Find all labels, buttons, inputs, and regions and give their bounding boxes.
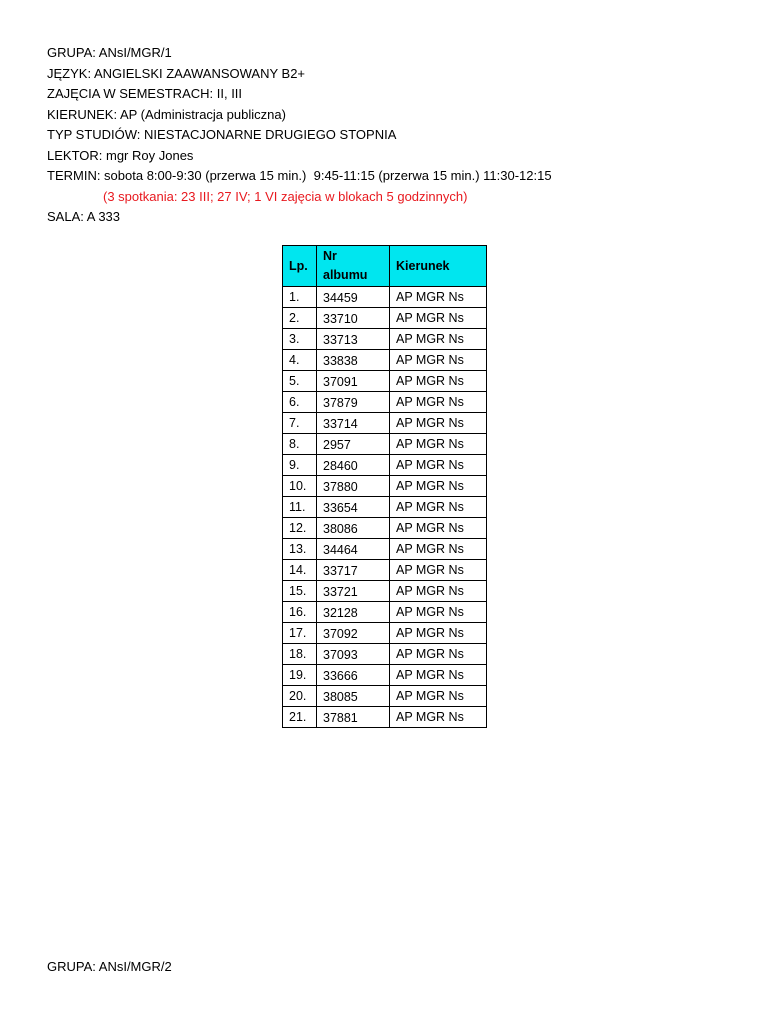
table-row (283, 371, 487, 392)
table-row (283, 623, 487, 644)
cell-album-number: 33721 (317, 581, 390, 602)
cell-lp: 17. (283, 623, 317, 644)
group-label: GRUPA: ANsI/MGR/1 (47, 45, 172, 60)
cell-direction: AP MGR Ns (390, 329, 487, 350)
table-row (283, 518, 487, 539)
cell-lp: 10. (283, 476, 317, 497)
cell-direction: AP MGR Ns (390, 707, 487, 728)
cell-lp: 7. (283, 413, 317, 434)
cell-album-number: 2957 (317, 434, 390, 455)
table-row (283, 455, 487, 476)
header-direction: Kierunek (390, 246, 487, 287)
cell-direction: AP MGR Ns (390, 371, 487, 392)
table-row (283, 539, 487, 560)
cell-lp: 15. (283, 581, 317, 602)
cell-album-number: 33654 (317, 497, 390, 518)
schedule-note: (3 spotkania: 23 III; 27 IV; 1 VI zajęcia w blokach 5 godzinnych) (103, 188, 468, 204)
cell-album-number: 33710 (317, 308, 390, 329)
cell-lp: 4. (283, 350, 317, 371)
student-table (282, 245, 487, 728)
cell-lp: 11. (283, 497, 317, 518)
cell-lp: 8. (283, 434, 317, 455)
table-body (283, 287, 487, 728)
table-row (283, 392, 487, 413)
cell-album-number: 37092 (317, 623, 390, 644)
cell-album-number: 37093 (317, 644, 390, 665)
cell-direction: AP MGR Ns (390, 413, 487, 434)
cell-direction: AP MGR Ns (390, 497, 487, 518)
group-2-title: GRUPA: ANsI/MGR/2 (47, 959, 172, 974)
group-1-header (47, 43, 552, 228)
cell-direction: AP MGR Ns (390, 686, 487, 707)
cell-album-number: 33717 (317, 560, 390, 581)
language-label: JĘZYK: ANGIELSKI ZAAWANSOWANY B2+ (47, 65, 306, 81)
study-type-label: TYP STUDIÓW: NIESTACJONARNE DRUGIEGO STOPNIA (47, 127, 397, 142)
cell-direction: AP MGR Ns (390, 644, 487, 665)
table-row (283, 434, 487, 455)
cell-direction: AP MGR Ns (390, 602, 487, 623)
table-row (283, 350, 487, 371)
cell-album-number: 38086 (317, 518, 390, 539)
cell-lp: 9. (283, 455, 317, 476)
cell-album-number: 37880 (317, 476, 390, 497)
cell-lp: 5. (283, 371, 317, 392)
table-header-row (283, 246, 487, 287)
cell-lp: 21. (283, 707, 317, 728)
cell-album-number: 38085 (317, 686, 390, 707)
cell-direction: AP MGR Ns (390, 287, 487, 308)
cell-direction: AP MGR Ns (390, 455, 487, 476)
cell-lp: 3. (283, 329, 317, 350)
cell-album-number: 37881 (317, 707, 390, 728)
room-label: SALA: A 333 (47, 209, 121, 224)
cell-album-number: 37879 (317, 392, 390, 413)
schedule-label: TERMIN: sobota 8:00-9:30 (przerwa 15 min.) 9:45-11:15 (przerwa 15 min.) 11:30-12:15 (47, 168, 552, 183)
cell-direction: AP MGR Ns (390, 581, 487, 602)
cell-album-number: 32128 (317, 602, 390, 623)
cell-lp: 20. (283, 686, 317, 707)
cell-lp: 18. (283, 644, 317, 665)
cell-direction: AP MGR Ns (390, 476, 487, 497)
cell-lp: 1. (283, 287, 317, 308)
table-row (283, 497, 487, 518)
table-row (283, 707, 487, 728)
table-row (283, 602, 487, 623)
cell-direction: AP MGR Ns (390, 665, 487, 686)
cell-lp: 12. (283, 518, 317, 539)
table-row (283, 476, 487, 497)
cell-direction: AP MGR Ns (390, 623, 487, 644)
cell-lp: 13. (283, 539, 317, 560)
header-lp: Lp. (283, 246, 317, 287)
cell-album-number: 37091 (317, 371, 390, 392)
header-album-number: Nr albumu (317, 246, 390, 287)
cell-album-number: 33838 (317, 350, 390, 371)
cell-lp: 2. (283, 308, 317, 329)
table-row (283, 287, 487, 308)
cell-direction: AP MGR Ns (390, 560, 487, 581)
table-row (283, 644, 487, 665)
table-row (283, 686, 487, 707)
cell-direction: AP MGR Ns (390, 518, 487, 539)
table-row (283, 665, 487, 686)
cell-album-number: 33666 (317, 665, 390, 686)
lecturer-label: LEKTOR: mgr Roy Jones (47, 147, 194, 163)
table-row (283, 581, 487, 602)
table-row (283, 329, 487, 350)
cell-direction: AP MGR Ns (390, 392, 487, 413)
cell-lp: 19. (283, 665, 317, 686)
cell-album-number: 33713 (317, 329, 390, 350)
cell-direction: AP MGR Ns (390, 308, 487, 329)
semesters-label: ZAJĘCIA W SEMESTRACH: II, III (47, 86, 243, 101)
cell-lp: 14. (283, 560, 317, 581)
table-row (283, 413, 487, 434)
direction-label: KIERUNEK: AP (Administracja publiczna) (47, 106, 286, 122)
cell-album-number: 34464 (317, 539, 390, 560)
cell-album-number: 33714 (317, 413, 390, 434)
cell-album-number: 28460 (317, 455, 390, 476)
cell-lp: 6. (283, 392, 317, 413)
cell-direction: AP MGR Ns (390, 539, 487, 560)
cell-direction: AP MGR Ns (390, 350, 487, 371)
table-row (283, 560, 487, 581)
cell-lp: 16. (283, 602, 317, 623)
cell-album-number: 34459 (317, 287, 390, 308)
table-row (283, 308, 487, 329)
cell-direction: AP MGR Ns (390, 434, 487, 455)
